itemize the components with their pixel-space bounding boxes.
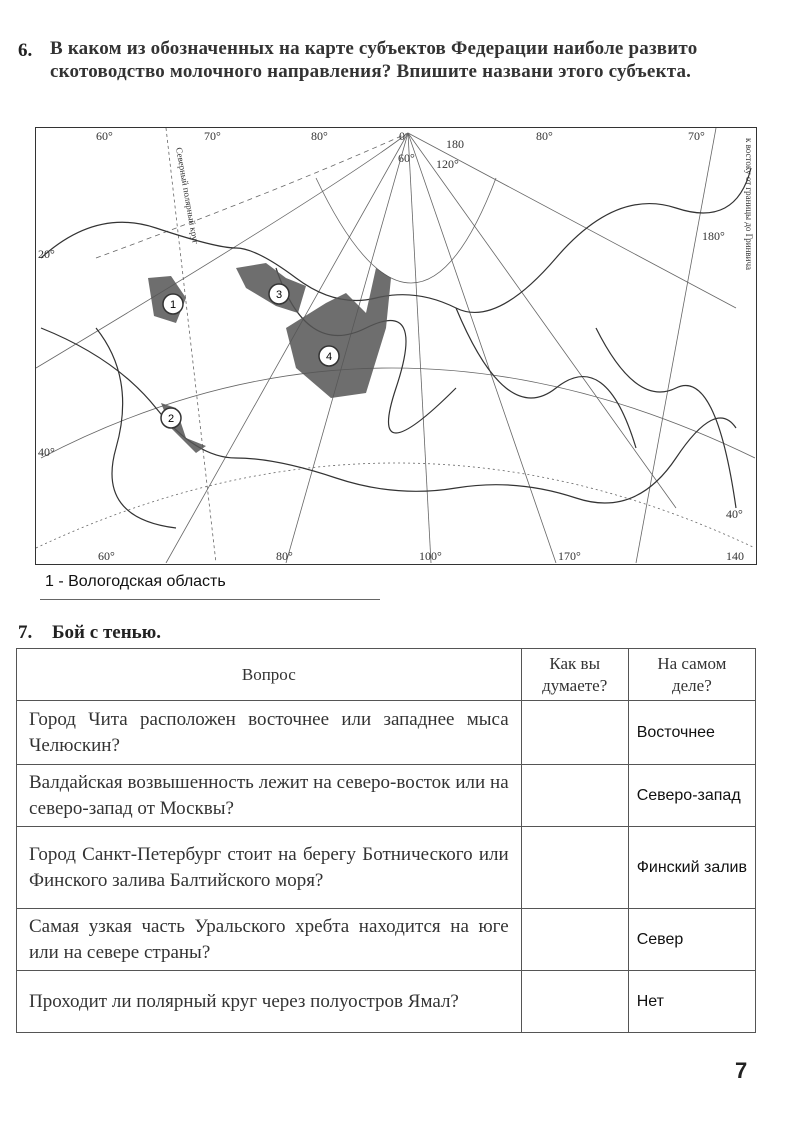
- region-marker-2: [161, 408, 181, 428]
- quiz-table: [16, 648, 756, 1033]
- map-label: 60°: [98, 549, 115, 563]
- map-label: 170°: [558, 549, 581, 563]
- russia-map: [35, 127, 757, 565]
- arctic-circle-label: Северный полярный круг: [174, 146, 201, 245]
- region-marker-3: [269, 284, 289, 304]
- guess-cell[interactable]: [521, 701, 628, 765]
- question-cell: Самая узкая часть Уральского хребта находится на юге или на севере страны?: [17, 909, 522, 971]
- map-side-note: к востоку от границы до Гринвича: [744, 138, 754, 271]
- table-header: [17, 649, 756, 701]
- guess-cell[interactable]: [521, 765, 628, 827]
- question-cell: Проходит ли полярный круг через полуостров Ямал?: [17, 971, 522, 1033]
- map-label: 0: [399, 129, 405, 143]
- task7-number: 7.: [18, 622, 33, 643]
- map-label: 100°: [419, 549, 442, 563]
- task6-question: В каком из обозначенных на карте субъектов Федерации наиболе развито скотоводство молочного направления? Впишите названи этого субъекта.: [50, 38, 698, 82]
- map-label: 80°: [276, 549, 293, 563]
- map-label: 40°: [726, 507, 743, 521]
- map-label: 70°: [204, 129, 221, 143]
- question-cell: Город Чита расположен восточнее или западнее мыса Челюскин?: [17, 701, 522, 765]
- task7-title: Бой с тенью.: [52, 622, 161, 643]
- answer-line: [40, 599, 380, 600]
- svg-text:2: 2: [167, 413, 175, 425]
- svg-text:3: 3: [275, 289, 283, 301]
- header-answer: На самом деле?: [628, 649, 755, 701]
- header-guess: Как вы думаете?: [521, 649, 628, 701]
- table-row: [17, 765, 756, 827]
- table-row: [17, 701, 756, 765]
- svg-text:1: 1: [169, 299, 177, 311]
- map-label: 40°: [38, 445, 55, 459]
- map-label: 20°: [38, 247, 55, 261]
- question-cell: Валдайская возвышенность лежит на северо-восток или на северо-запад от Москвы?: [17, 765, 522, 827]
- task6-answer[interactable]: 1 - Вологодская область: [45, 573, 226, 590]
- map-label: 80°: [536, 129, 553, 143]
- task6-number: 6.: [18, 40, 33, 61]
- question-cell: Город Санкт-Петербург стоит на берегу Ботнического или Финского залива Балтийского моря?: [17, 827, 522, 909]
- answer-cell[interactable]: Финский залив: [628, 827, 755, 909]
- region-marker-1: [163, 294, 183, 314]
- map-label: 60°: [398, 151, 415, 165]
- map-label: 70°: [688, 129, 705, 143]
- map-label: 120°: [436, 157, 459, 171]
- table-row: [17, 909, 756, 971]
- guess-cell[interactable]: [521, 909, 628, 971]
- table-row: [17, 971, 756, 1033]
- answer-cell[interactable]: Север: [628, 909, 755, 971]
- map-label: 60°: [96, 129, 113, 143]
- map-label: 140: [726, 549, 744, 563]
- svg-text:4: 4: [325, 351, 333, 363]
- answer-cell[interactable]: Восточнее: [628, 701, 755, 765]
- answer-cell[interactable]: Северо-запад: [628, 765, 755, 827]
- guess-cell[interactable]: [521, 971, 628, 1033]
- guess-cell[interactable]: [521, 827, 628, 909]
- map-label: 80°: [311, 129, 328, 143]
- map-label: 180: [446, 137, 464, 151]
- map-graphic: [36, 128, 755, 563]
- region-marker-4: [319, 346, 339, 366]
- page-number: 7: [735, 1058, 748, 1083]
- answer-cell[interactable]: Нет: [628, 971, 755, 1033]
- header-question: Вопрос: [17, 649, 522, 701]
- table-row: [17, 827, 756, 909]
- map-label: 180°: [702, 229, 725, 243]
